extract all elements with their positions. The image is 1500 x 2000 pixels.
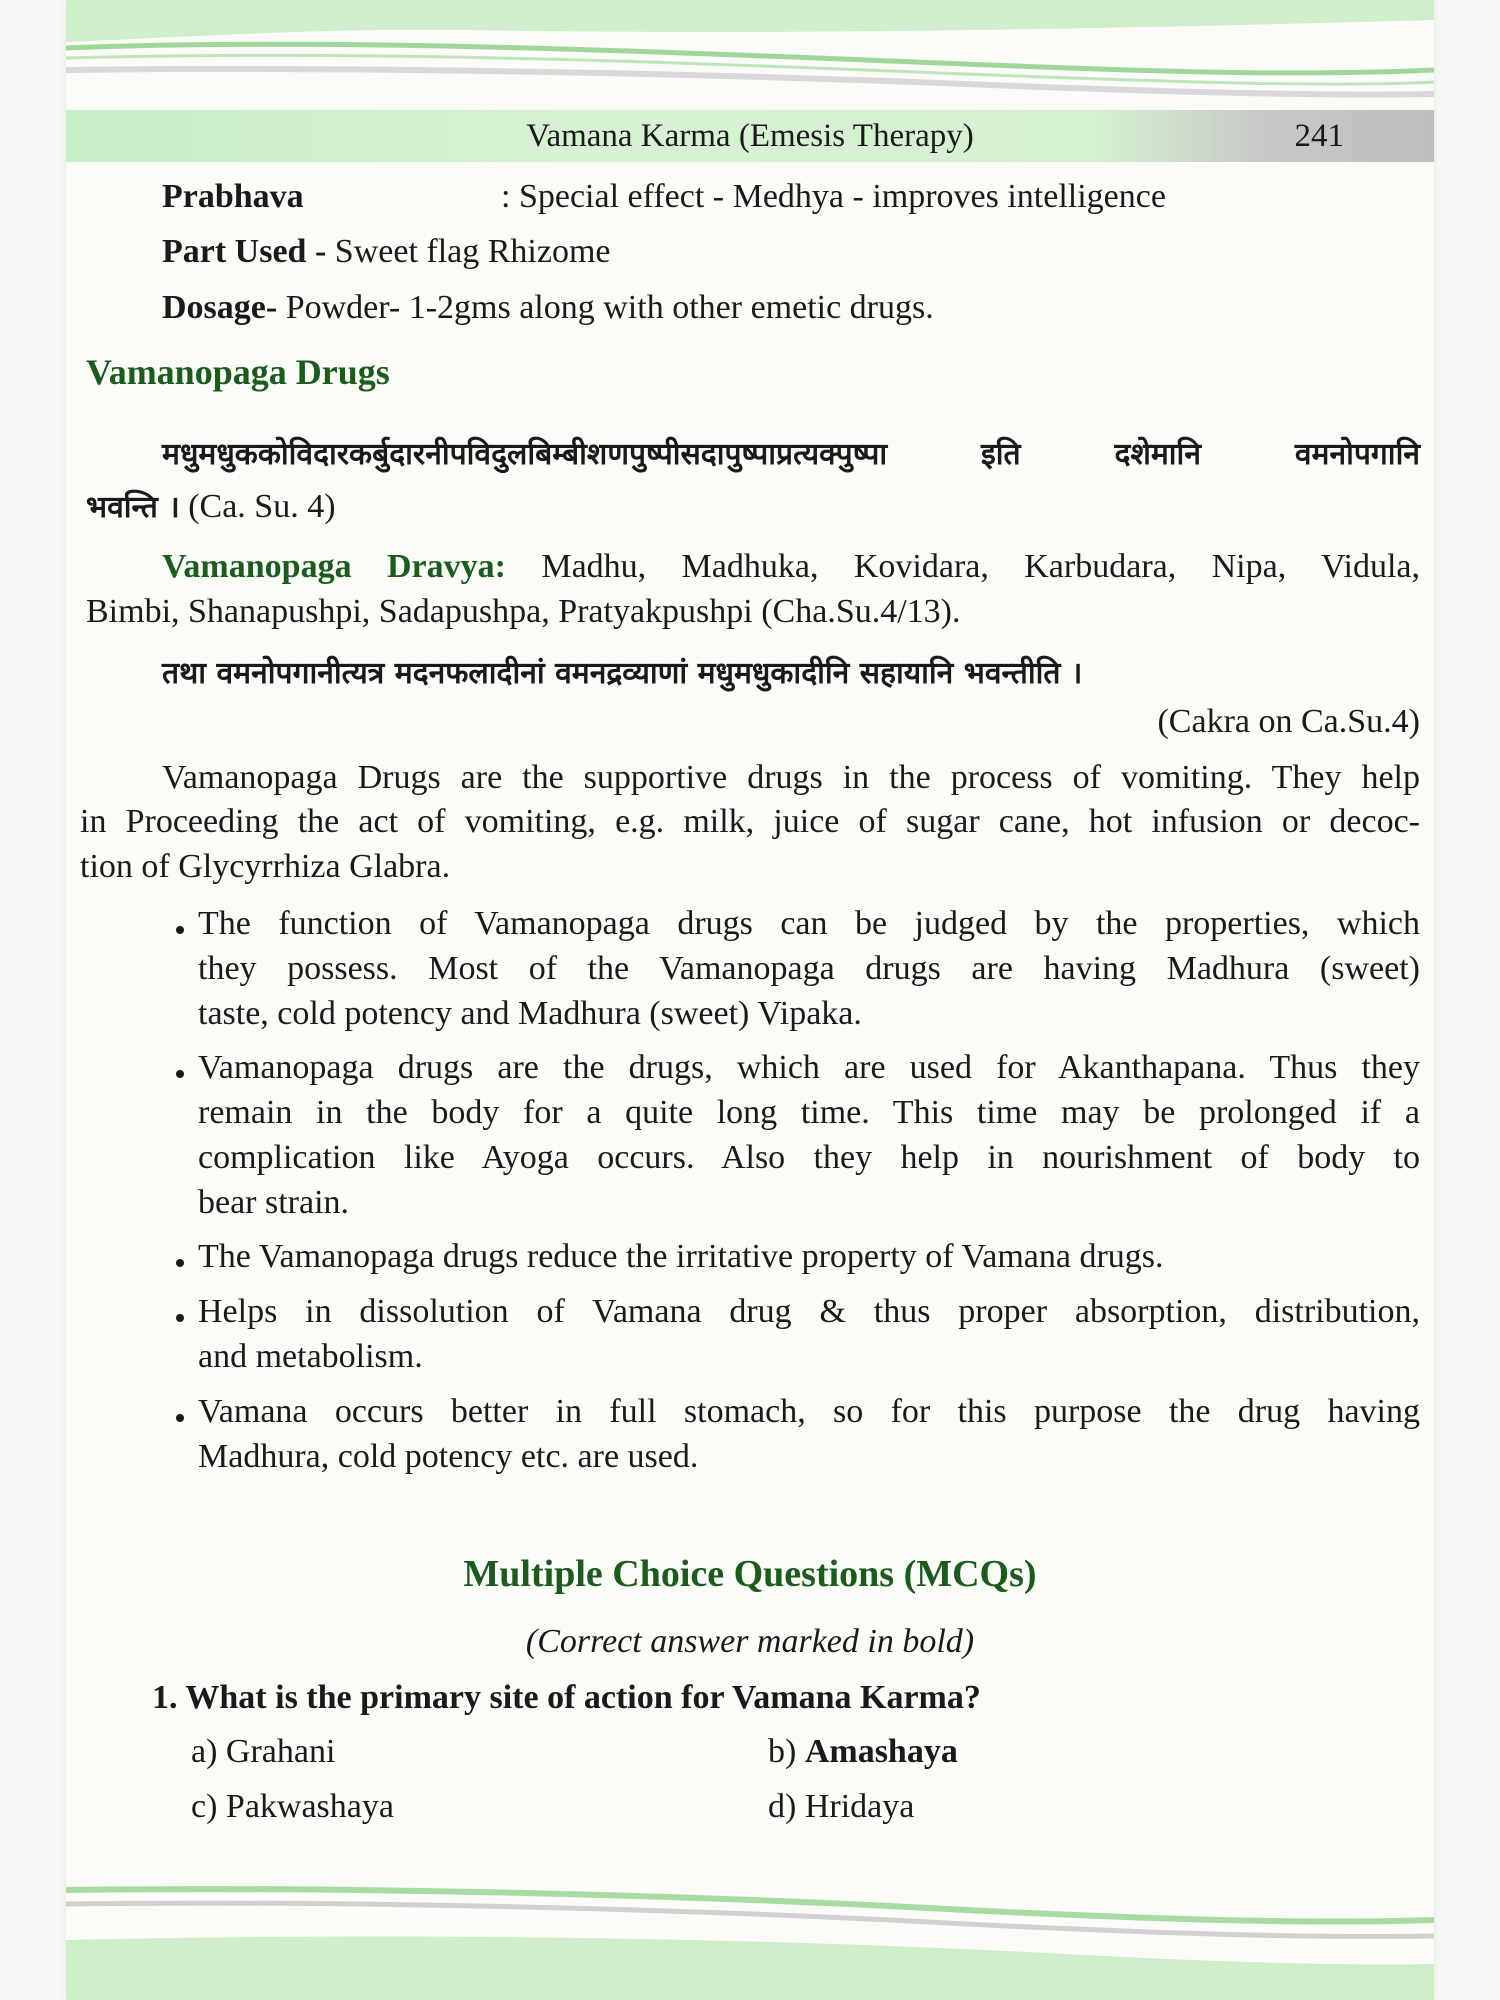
bullet-1-line3: taste, cold potency and Madhura (sweet) Vipaka.: [198, 995, 862, 1032]
bullet-2-line3: complication like Ayoga occurs. Also they help in nourishment of body to: [198, 1139, 1420, 1176]
bullet-5-line1: Vamana occurs better in full stomach, so for this purpose the drug having: [198, 1393, 1420, 1430]
top-decorative-swoosh: [66, 0, 1434, 110]
dravya-list-part1: Madhu, Madhuka, Kovidara, Karbudara, Nipa, Vidula,: [505, 548, 1420, 585]
running-head-title: Vamana Karma (Emesis Therapy): [526, 118, 974, 154]
section-heading-vamanopaga: Vamanopaga Drugs: [86, 352, 390, 392]
bullet-dot: [176, 1414, 184, 1422]
option-d: d) Hridaya: [768, 1788, 915, 1825]
question-1: [152, 1676, 981, 1720]
bullet-2-line4: bear strain.: [198, 1184, 350, 1221]
sanskrit-commentary: तथा वमनोपगानीत्यत्र मदनफलादीनां वमनद्रव्याणां मधुमधुकादीनि सहायानि भवन्तीति ।: [162, 656, 1083, 691]
bullet-1-line1: The function of Vamanopaga drugs can be judged by the properties, which: [198, 905, 1420, 942]
prabhava-label: Prabhava: [162, 178, 304, 215]
bullet-dot: [176, 926, 184, 934]
prabhava-value: : Special effect - Medhya - improves intelligence: [501, 178, 1166, 215]
option-c: c) Pakwashaya: [191, 1788, 394, 1825]
paragraph-line2: in Proceeding the act of vomiting, e.g. milk, juice of sugar cane, hot infusion or decoc-: [80, 803, 1420, 840]
prabhava-row: [162, 175, 304, 219]
bullet-2-line1: Vamanopaga drugs are the drugs, which are used for Akanthapana. Thus they: [198, 1049, 1420, 1086]
paragraph-line3: tion of Glycyrrhiza Glabra.: [80, 848, 451, 885]
option-b-correct: Amashaya: [804, 1733, 958, 1770]
dravya-line1: [162, 545, 1420, 589]
dravya-line2: Bimbi, Shanapushpi, Sadapushpa, Pratyakpushpi (Cha.Su.4/13).: [86, 593, 961, 630]
sanskrit-verse-reference: (Ca. Su. 4): [179, 488, 336, 525]
sanskrit-verse-line1: मधुमधुककोविदारकर्बुदारनीपविदुलबिम्बीशणपुष्पीसदापुष्पाप्रत्यक्पुष्पा इति दशेमानि वमनोपगानि: [162, 437, 1420, 472]
part-used-value: Sweet flag Rhizome: [326, 233, 611, 270]
bullet-4-line2: and metabolism.: [198, 1338, 423, 1375]
sanskrit-verse-line2: [86, 485, 336, 530]
mcq-heading: Multiple Choice Questions (MCQs): [463, 1553, 1037, 1595]
option-a: a) Grahani: [191, 1733, 336, 1770]
part-used-label: Part Used -: [162, 233, 327, 270]
dravya-label: Vamanopaga Dravya:: [162, 548, 506, 585]
option-b-prefix: b): [768, 1733, 805, 1770]
question-number: 1.: [152, 1679, 178, 1716]
bullet-5-line2: Madhura, cold potency etc. are used.: [198, 1438, 699, 1475]
bullet-dot: [176, 1259, 184, 1267]
dosage-row: [162, 286, 934, 330]
part-used-row: [162, 230, 611, 274]
question-text: What is the primary site of action for Vamana Karma?: [185, 1679, 981, 1716]
bottom-decorative-swoosh: [66, 1880, 1434, 2000]
bullet-dot: [176, 1070, 184, 1078]
bullet-4-line1: Helps in dissolution of Vamana drug & thus proper absorption, distribution,: [198, 1293, 1420, 1330]
bullet-2-line2: remain in the body for a quite long time. This time may be prolonged if a: [198, 1094, 1420, 1131]
commentary-reference: (Cakra on Ca.Su.4): [1157, 703, 1420, 740]
book-page: [66, 0, 1434, 2000]
bullet-dot: [176, 1314, 184, 1322]
bullet-3-line1: The Vamanopaga drugs reduce the irritative property of Vamana drugs.: [198, 1238, 1164, 1275]
paragraph-line1: Vamanopaga Drugs are the supportive drugs in the process of vomiting. They help: [162, 759, 1420, 796]
mcq-subheading: (Correct answer marked in bold): [525, 1623, 975, 1660]
page-number: 241: [1294, 118, 1344, 154]
sanskrit-verse-end: भवन्ति ।: [86, 490, 180, 525]
dosage-value: Powder- 1-2gms along with other emetic drugs.: [277, 289, 934, 326]
bullet-1-line2: they possess. Most of the Vamanopaga drugs are having Madhura (sweet): [198, 950, 1420, 987]
option-b: [768, 1730, 958, 1774]
dosage-label: Dosage-: [162, 289, 278, 326]
